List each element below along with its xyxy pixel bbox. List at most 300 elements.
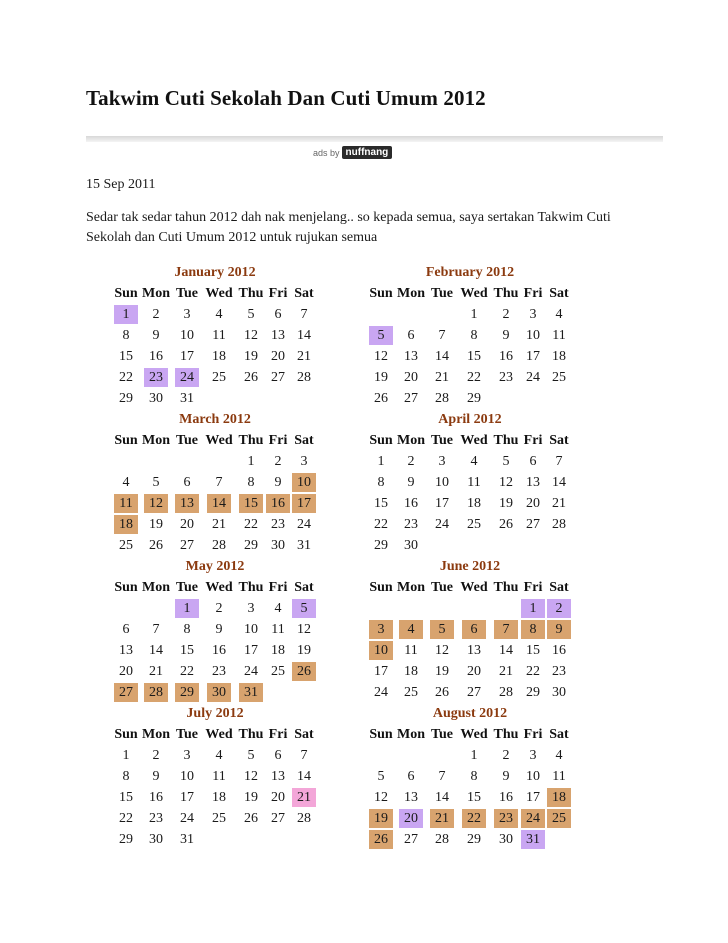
day-cell: 27 — [112, 682, 140, 703]
day-cell: 22 — [467, 370, 481, 385]
day-cell: 1 — [172, 598, 202, 619]
day-cell: 24 — [297, 517, 311, 532]
day-cell: 29 — [467, 832, 481, 847]
day-cell: 26 — [244, 811, 258, 826]
day-cell: 17 — [435, 496, 449, 511]
weekday-header: Tue — [175, 726, 199, 742]
day-cell: 30 — [271, 538, 285, 553]
day-cell: 16 — [149, 790, 163, 805]
week-row — [112, 346, 318, 367]
weekday-header: Sat — [549, 285, 569, 301]
day-cell: 31 — [180, 832, 194, 847]
weekday-header: Sun — [369, 726, 393, 742]
day-cell: 6 — [407, 328, 415, 343]
day-cell: 3 — [247, 601, 255, 616]
day-cell: 4 — [555, 748, 563, 763]
day-cell: 20 — [526, 496, 540, 511]
week-row — [112, 514, 318, 535]
day-cell: 12 — [244, 769, 258, 784]
day-cell: 12 — [435, 643, 449, 658]
week-row — [367, 493, 573, 514]
day-cell: 6 — [274, 748, 282, 763]
day-cell: 26 — [149, 538, 163, 553]
empty-cell — [112, 451, 140, 472]
day-cell: 31 — [180, 391, 194, 406]
empty-cell — [521, 388, 545, 409]
empty-cell — [290, 388, 318, 409]
day-cell: 9 — [545, 619, 573, 640]
day-cell: 18 — [545, 787, 573, 808]
month-title: May 2012 — [185, 559, 245, 574]
day-cell: 15 — [180, 643, 194, 658]
day-cell: 10 — [526, 769, 540, 784]
day-cell: 22 — [119, 370, 133, 385]
day-cell: 8 — [470, 328, 478, 343]
day-cell: 27 — [404, 832, 418, 847]
weekday-header: Sun — [369, 432, 393, 448]
weekday-header: Sun — [114, 285, 138, 301]
day-cell: 1 — [247, 454, 255, 469]
weekday-header: Wed — [205, 285, 233, 301]
day-cell: 1 — [122, 748, 130, 763]
day-cell: 9 — [502, 328, 510, 343]
day-cell: 22 — [526, 664, 540, 679]
day-cell: 21 — [435, 370, 449, 385]
weekday-header: Fri — [523, 579, 543, 595]
empty-cell — [112, 598, 140, 619]
weekday-header: Tue — [175, 579, 199, 595]
day-cell: 5 — [367, 325, 395, 346]
day-cell: 27 — [180, 538, 194, 553]
day-cell: 5 — [502, 454, 510, 469]
day-cell: 2 — [215, 601, 223, 616]
day-cell: 29 — [119, 832, 133, 847]
empty-cell — [266, 682, 290, 703]
day-cell: 24 — [374, 685, 388, 700]
day-cell: 15 — [374, 496, 388, 511]
weekday-header: Sun — [114, 432, 138, 448]
day-cell: 5 — [247, 748, 255, 763]
day-cell: 7 — [215, 475, 223, 490]
weekday-header: Fri — [523, 432, 543, 448]
weekday-header: Sat — [549, 432, 569, 448]
day-cell: 7 — [438, 769, 446, 784]
week-row — [112, 535, 318, 556]
day-cell: 18 — [212, 790, 226, 805]
day-cell: 7 — [438, 328, 446, 343]
weekday-header: Sun — [369, 579, 393, 595]
day-cell: 6 — [183, 475, 191, 490]
day-cell: 30 — [149, 391, 163, 406]
day-cell: 19 — [244, 790, 258, 805]
day-cell: 24 — [180, 811, 194, 826]
day-cell: 20 — [119, 664, 133, 679]
day-cell: 2 — [545, 598, 573, 619]
empty-cell — [545, 535, 573, 556]
day-cell: 25 — [271, 664, 285, 679]
day-cell: 27 — [271, 811, 285, 826]
day-cell: 19 — [244, 349, 258, 364]
day-cell: 29 — [172, 682, 202, 703]
week-row — [367, 535, 573, 556]
day-cell: 13 — [271, 769, 285, 784]
day-cell: 17 — [244, 643, 258, 658]
day-cell: 25 — [404, 685, 418, 700]
day-cell: 2 — [152, 307, 160, 322]
day-cell: 15 — [467, 349, 481, 364]
empty-cell — [491, 388, 521, 409]
weekday-header: Tue — [430, 285, 454, 301]
day-cell: 21 — [427, 808, 457, 829]
weekday-header: Sun — [114, 726, 138, 742]
day-cell: 20 — [404, 370, 418, 385]
week-row — [112, 325, 318, 346]
day-cell: 20 — [271, 349, 285, 364]
day-cell: 14 — [435, 790, 449, 805]
day-cell: 15 — [526, 643, 540, 658]
day-cell: 2 — [502, 748, 510, 763]
weekday-header: Fri — [268, 432, 288, 448]
week-row — [112, 493, 318, 514]
week-row — [112, 745, 318, 766]
day-cell: 7 — [491, 619, 521, 640]
weekday-header: Mon — [397, 579, 425, 595]
day-cell: 3 — [300, 454, 308, 469]
empty-cell — [457, 598, 491, 619]
day-cell: 16 — [266, 493, 290, 514]
day-cell: 1 — [470, 307, 478, 322]
day-cell: 29 — [119, 391, 133, 406]
nuffnang-logo: nuffnang — [342, 146, 393, 159]
day-cell: 23 — [140, 367, 172, 388]
day-cell: 13 — [172, 493, 202, 514]
day-cell: 18 — [212, 349, 226, 364]
weekday-header: Mon — [142, 726, 170, 742]
day-cell: 10 — [290, 472, 318, 493]
day-cell: 17 — [290, 493, 318, 514]
day-cell: 26 — [290, 661, 318, 682]
day-cell: 28 — [212, 538, 226, 553]
day-cell: 19 — [297, 643, 311, 658]
month-calendar — [367, 557, 573, 703]
week-row — [367, 808, 573, 829]
day-cell: 21 — [297, 349, 311, 364]
day-cell: 12 — [140, 493, 172, 514]
empty-cell — [545, 388, 573, 409]
day-cell: 13 — [467, 643, 481, 658]
week-row — [367, 640, 573, 661]
day-cell: 20 — [271, 790, 285, 805]
day-cell: 23 — [491, 808, 521, 829]
day-cell: 23 — [404, 517, 418, 532]
day-cell: 25 — [212, 811, 226, 826]
day-cell: 25 — [119, 538, 133, 553]
day-cell: 3 — [367, 619, 395, 640]
day-cell: 8 — [247, 475, 255, 490]
day-cell: 28 — [499, 685, 513, 700]
day-cell: 8 — [122, 328, 130, 343]
day-cell: 26 — [499, 517, 513, 532]
day-cell: 13 — [526, 475, 540, 490]
week-row — [112, 640, 318, 661]
day-cell: 15 — [119, 349, 133, 364]
week-row — [367, 682, 573, 703]
day-cell: 24 — [521, 808, 545, 829]
week-row — [112, 367, 318, 388]
weekday-header: Tue — [430, 432, 454, 448]
day-cell: 11 — [552, 769, 566, 784]
day-cell: 6 — [457, 619, 491, 640]
day-cell: 5 — [152, 475, 160, 490]
month-calendar — [367, 704, 573, 850]
day-cell: 12 — [297, 622, 311, 637]
day-cell: 13 — [404, 349, 418, 364]
empty-cell — [395, 598, 427, 619]
empty-cell — [367, 304, 395, 325]
day-cell: 23 — [499, 370, 513, 385]
day-cell: 5 — [290, 598, 318, 619]
day-cell: 10 — [180, 328, 194, 343]
day-cell: 12 — [499, 475, 513, 490]
day-cell: 17 — [180, 790, 194, 805]
day-cell: 14 — [297, 328, 311, 343]
day-cell: 5 — [427, 619, 457, 640]
week-row — [367, 766, 573, 787]
empty-cell — [491, 535, 521, 556]
weekday-header: Mon — [397, 726, 425, 742]
day-cell: 26 — [435, 685, 449, 700]
day-cell: 12 — [374, 349, 388, 364]
week-row — [112, 619, 318, 640]
day-cell: 1 — [112, 304, 140, 325]
day-cell: 14 — [202, 493, 236, 514]
weekday-header: Sat — [549, 579, 569, 595]
ad-badge[interactable] — [313, 146, 392, 159]
day-cell: 2 — [274, 454, 282, 469]
day-cell: 23 — [271, 517, 285, 532]
day-cell: 29 — [526, 685, 540, 700]
day-cell: 4 — [470, 454, 478, 469]
day-cell: 2 — [407, 454, 415, 469]
day-cell: 19 — [374, 370, 388, 385]
empty-cell — [491, 598, 521, 619]
day-cell: 13 — [404, 790, 418, 805]
week-row — [367, 388, 573, 409]
week-row — [367, 367, 573, 388]
weekday-header: Sat — [294, 726, 314, 742]
day-cell: 30 — [499, 832, 513, 847]
day-cell: 1 — [470, 748, 478, 763]
day-cell: 4 — [122, 475, 130, 490]
week-row — [367, 346, 573, 367]
weekday-header: Fri — [523, 726, 543, 742]
weekday-header: Thu — [493, 285, 519, 301]
day-cell: 24 — [172, 367, 202, 388]
day-cell: 18 — [552, 349, 566, 364]
empty-cell — [140, 598, 172, 619]
month-title: February 2012 — [425, 265, 515, 280]
week-row — [367, 325, 573, 346]
day-cell: 3 — [183, 307, 191, 322]
month-title: April 2012 — [438, 412, 502, 427]
weekday-header: Wed — [460, 285, 488, 301]
weekday-header: Tue — [430, 579, 454, 595]
day-cell: 6 — [122, 622, 130, 637]
day-cell: 1 — [377, 454, 385, 469]
day-cell: 18 — [404, 664, 418, 679]
day-cell: 30 — [202, 682, 236, 703]
day-cell: 28 — [552, 517, 566, 532]
day-cell: 28 — [297, 811, 311, 826]
week-row — [112, 808, 318, 829]
day-cell: 29 — [467, 391, 481, 406]
day-cell: 24 — [244, 664, 258, 679]
weekday-header: Fri — [268, 579, 288, 595]
day-cell: 9 — [502, 769, 510, 784]
day-cell: 16 — [404, 496, 418, 511]
day-cell: 28 — [435, 391, 449, 406]
month-calendar — [367, 263, 573, 409]
day-cell: 20 — [180, 517, 194, 532]
weekday-header: Thu — [238, 285, 264, 301]
week-row — [367, 745, 573, 766]
day-cell: 7 — [152, 622, 160, 637]
day-cell: 11 — [212, 769, 226, 784]
day-cell: 4 — [215, 748, 223, 763]
day-cell: 14 — [149, 643, 163, 658]
empty-cell — [202, 451, 236, 472]
day-cell: 29 — [244, 538, 258, 553]
month-calendar — [112, 557, 318, 703]
weekday-header: Thu — [238, 726, 264, 742]
day-cell: 22 — [457, 808, 491, 829]
empty-cell — [545, 829, 573, 850]
month-title: June 2012 — [439, 559, 501, 574]
day-cell: 10 — [435, 475, 449, 490]
day-cell: 1 — [521, 598, 545, 619]
day-cell: 21 — [552, 496, 566, 511]
weekday-header: Fri — [268, 285, 288, 301]
day-cell: 8 — [521, 619, 545, 640]
day-cell: 30 — [149, 832, 163, 847]
weekday-header: Sun — [114, 579, 138, 595]
weekday-header: Mon — [142, 285, 170, 301]
empty-cell — [266, 829, 290, 850]
day-cell: 11 — [112, 493, 140, 514]
weekday-header: Wed — [205, 579, 233, 595]
day-cell: 16 — [552, 643, 566, 658]
day-cell: 24 — [526, 370, 540, 385]
weekday-header: Mon — [397, 432, 425, 448]
day-cell: 3 — [529, 748, 537, 763]
day-cell: 22 — [180, 664, 194, 679]
day-cell: 17 — [180, 349, 194, 364]
day-cell: 19 — [149, 517, 163, 532]
day-cell: 4 — [555, 307, 563, 322]
day-cell: 9 — [152, 769, 160, 784]
day-cell: 12 — [374, 790, 388, 805]
day-cell: 11 — [552, 328, 566, 343]
day-cell: 10 — [367, 640, 395, 661]
weekday-header: Thu — [493, 726, 519, 742]
week-row — [112, 304, 318, 325]
day-cell: 25 — [545, 808, 573, 829]
weekday-header: Sat — [549, 726, 569, 742]
empty-cell — [236, 388, 266, 409]
empty-cell — [521, 535, 545, 556]
day-cell: 16 — [149, 349, 163, 364]
day-cell: 3 — [529, 307, 537, 322]
month-calendar — [367, 410, 573, 556]
day-cell: 16 — [212, 643, 226, 658]
month-calendar — [112, 704, 318, 850]
day-cell: 13 — [271, 328, 285, 343]
day-cell: 30 — [552, 685, 566, 700]
week-row — [367, 451, 573, 472]
day-cell: 31 — [236, 682, 266, 703]
day-cell: 16 — [499, 790, 513, 805]
day-cell: 11 — [271, 622, 285, 637]
week-row — [112, 388, 318, 409]
month-title: July 2012 — [186, 706, 244, 721]
week-row — [112, 766, 318, 787]
day-cell: 19 — [367, 808, 395, 829]
day-cell: 3 — [438, 454, 446, 469]
week-row — [367, 661, 573, 682]
day-cell: 14 — [552, 475, 566, 490]
day-cell: 7 — [300, 748, 308, 763]
day-cell: 9 — [215, 622, 223, 637]
day-cell: 4 — [215, 307, 223, 322]
weekday-header: Thu — [493, 432, 519, 448]
day-cell: 7 — [300, 307, 308, 322]
weekday-header: Mon — [142, 579, 170, 595]
day-cell: 17 — [526, 349, 540, 364]
weekday-header: Tue — [175, 285, 199, 301]
empty-cell — [395, 745, 427, 766]
day-cell: 15 — [119, 790, 133, 805]
day-cell: 9 — [152, 328, 160, 343]
empty-cell — [140, 451, 172, 472]
day-cell: 19 — [499, 496, 513, 511]
month-title: August 2012 — [432, 706, 508, 721]
day-cell: 30 — [404, 538, 418, 553]
week-row — [112, 682, 318, 703]
day-cell: 31 — [521, 829, 545, 850]
weekday-header: Thu — [238, 579, 264, 595]
day-cell: 27 — [404, 391, 418, 406]
month-calendar — [112, 410, 318, 556]
day-cell: 20 — [467, 664, 481, 679]
day-cell: 18 — [271, 643, 285, 658]
day-cell: 27 — [271, 370, 285, 385]
weekday-header: Wed — [205, 726, 233, 742]
day-cell: 15 — [236, 493, 266, 514]
day-cell: 20 — [395, 808, 427, 829]
day-cell: 31 — [297, 538, 311, 553]
day-cell: 6 — [274, 307, 282, 322]
day-cell: 25 — [552, 370, 566, 385]
day-cell: 29 — [374, 538, 388, 553]
day-cell: 16 — [499, 349, 513, 364]
day-cell: 11 — [467, 475, 481, 490]
day-cell: 5 — [247, 307, 255, 322]
weekday-header: Sat — [294, 579, 314, 595]
day-cell: 14 — [435, 349, 449, 364]
day-cell: 10 — [526, 328, 540, 343]
month-calendar — [112, 263, 318, 409]
weekday-header: Wed — [460, 726, 488, 742]
